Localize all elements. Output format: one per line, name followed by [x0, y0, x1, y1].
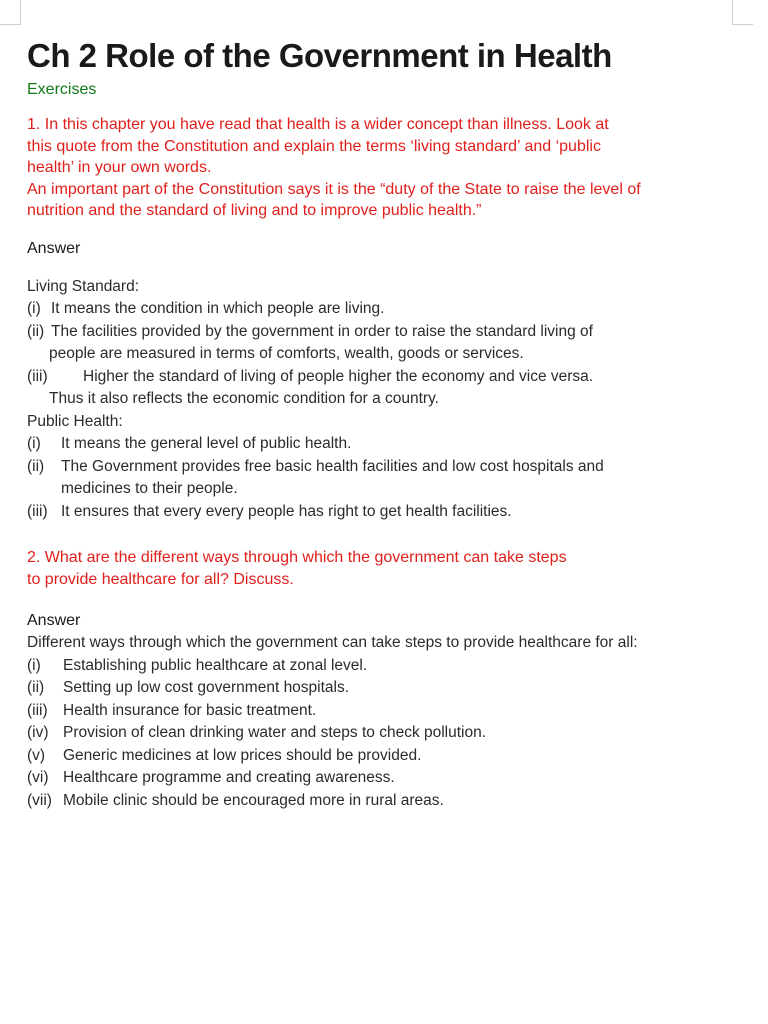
list-item-text: Provision of clean drinking water and steps to check pollution.	[63, 724, 487, 741]
list-item	[27, 790, 757, 813]
list-item-number: (v)	[27, 746, 46, 764]
list-item	[27, 298, 757, 321]
list-item	[27, 321, 757, 344]
page-subtitle: Exercises	[27, 81, 97, 98]
document-page	[27, 36, 757, 812]
list-item-number: (iii)	[27, 502, 48, 520]
list-item	[27, 700, 757, 723]
list-item-text: It ensures that every every people has right to get health facilities.	[61, 502, 512, 520]
list-item-number: (vii)	[27, 791, 52, 809]
list-item	[27, 745, 757, 768]
list-item-text: Healthcare programme and creating awareness.	[63, 769, 395, 786]
list-item-number: (iii)	[27, 701, 48, 719]
list-item-text: Setting up low cost government hospitals.	[63, 679, 350, 696]
list-item	[27, 433, 757, 456]
list-item	[27, 677, 757, 700]
list-item	[27, 501, 757, 524]
list-item	[27, 655, 757, 678]
question-1-line: this quote from the Constitution and explain the terms ‘living standard’ and ‘public	[27, 137, 601, 155]
question-1-line: health’ in your own words.	[27, 159, 212, 176]
question-2	[27, 547, 757, 590]
list-item-number: (i)	[27, 656, 41, 674]
list-item-number: (ii)	[27, 322, 45, 340]
page-title: Ch 2 Role of the Government in Health	[27, 37, 612, 74]
list-item-number: (vi)	[27, 769, 49, 786]
question-2-line: to provide healthcare for all? Discuss.	[27, 570, 294, 588]
list-item-text: Generic medicines at low prices should be provided.	[63, 746, 422, 764]
list-item-text: It means the general level of public health.	[61, 435, 352, 452]
list-item-text: Higher the standard of living of people higher the economy and vice versa.	[83, 367, 594, 385]
list-item-continuation: people are measured in terms of comforts, wealth, goods or services.	[49, 345, 524, 362]
answer-2-body	[27, 632, 757, 812]
public-health-heading: Public Health:	[27, 412, 123, 430]
question-2-line: 2. What are the different ways through which the government can take steps	[27, 549, 567, 566]
list-item-text: Establishing public healthcare at zonal level.	[63, 656, 368, 674]
crop-mark-top-left	[0, 0, 21, 25]
question-1-line: nutrition and the standard of living and to improve public health.”	[27, 202, 482, 219]
list-item-number: (i)	[27, 300, 41, 317]
list-item-text: The facilities provided by the government in order to raise the standard living of	[51, 322, 593, 340]
question-1-line: An important part of the Constitution says it is the “duty of the State to raise the level of	[27, 180, 641, 198]
answer-2-label: Answer	[27, 612, 81, 629]
answer-2-intro: Different ways through which the government can take steps to provide healthcare for all:	[27, 634, 638, 651]
list-item	[27, 722, 757, 745]
list-item-continuation: medicines to their people.	[61, 480, 238, 497]
list-item-continuation: Thus it also reflects the economic condition for a country.	[49, 390, 439, 407]
answer-1-label: Answer	[27, 239, 81, 257]
list-item	[27, 456, 757, 479]
list-item-number: (ii)	[27, 679, 45, 696]
list-item-text: It means the condition in which people are living.	[51, 300, 385, 317]
question-1-line: 1. In this chapter you have read that health is a wider concept than illness. Look at	[27, 116, 609, 133]
list-item-number: (ii)	[27, 457, 45, 475]
list-item	[27, 366, 757, 389]
list-item-text: Health insurance for basic treatment.	[63, 701, 317, 719]
answer-1-body	[27, 276, 757, 524]
list-item	[27, 767, 757, 790]
list-item-number: (iii)	[27, 367, 48, 385]
list-item-text: The Government provides free basic health facilities and low cost hospitals and	[61, 457, 604, 475]
crop-mark-top-right	[732, 0, 753, 25]
list-item-text: Mobile clinic should be encouraged more in rural areas.	[63, 791, 444, 809]
question-1	[27, 114, 757, 222]
living-standard-heading: Living Standard:	[27, 277, 140, 295]
list-item-number: (i)	[27, 435, 41, 452]
list-item-number: (iv)	[27, 724, 49, 741]
